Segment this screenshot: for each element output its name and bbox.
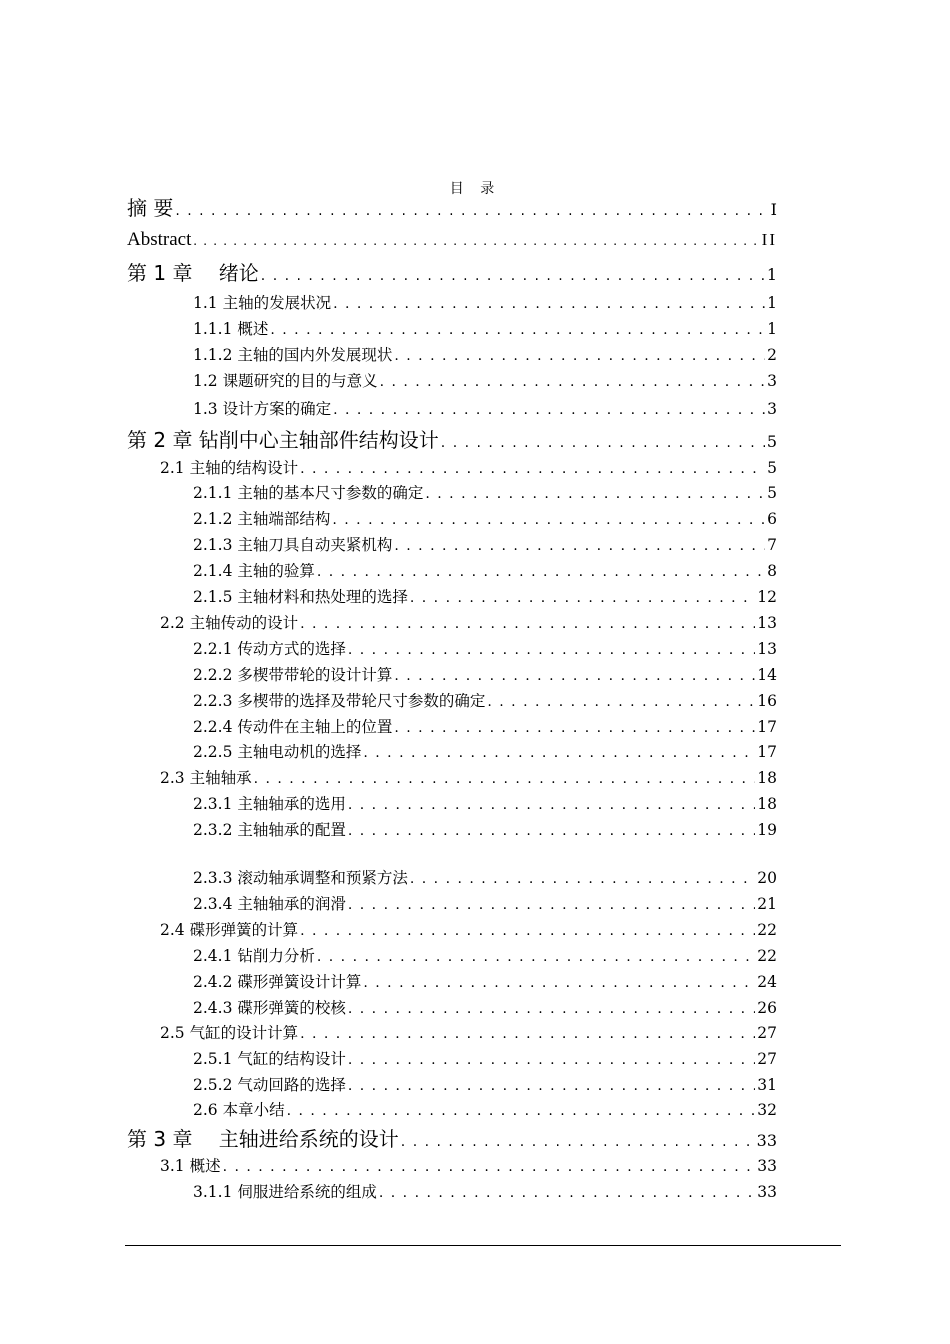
toc-entry-title: 第 1 章 绪论 — [127, 261, 259, 285]
toc-page-number: 33 — [757, 1182, 777, 1201]
toc-page-number: 2 — [767, 345, 777, 364]
toc-entry-title: 1.2 课题研究的目的与意义 — [193, 371, 378, 390]
toc-entry-title: 2.3.1 主轴轴承的选用 — [193, 794, 346, 813]
toc-entry-title: 2.2 主轴传动的设计 — [160, 613, 299, 632]
toc-dot-leader — [287, 1102, 756, 1121]
toc-dot-leader — [394, 719, 755, 738]
toc-entry-title: 2.2.5 主轴电动机的选择 — [193, 742, 362, 761]
toc-page-number: 22 — [757, 946, 777, 965]
toc-entry[interactable] — [127, 261, 777, 288]
toc-entry[interactable] — [127, 196, 777, 223]
toc-page-number: 17 — [757, 717, 777, 736]
toc-entry-title: 2.2.2 多楔带带轮的设计计算 — [193, 665, 393, 684]
toc-dot-leader — [175, 199, 768, 223]
toc-entry-title: 第 2 章 钻削中心主轴部件结构设计 — [127, 428, 439, 452]
toc-dot-leader — [193, 231, 759, 254]
toc-page-number: 3 — [767, 399, 777, 418]
toc-dot-leader — [394, 667, 755, 686]
toc-dot-leader — [379, 1184, 755, 1203]
toc-entry[interactable] — [193, 718, 777, 738]
toc-entry-title: 2.1 主轴的结构设计 — [160, 458, 299, 477]
toc-entry-title: 2.5.1 气缸的结构设计 — [193, 1049, 346, 1068]
toc-dot-leader — [363, 974, 755, 993]
toc-entry[interactable] — [127, 1127, 777, 1154]
toc-page-number: 19 — [757, 820, 777, 839]
toc-page-number: 14 — [757, 665, 777, 684]
toc-entry-title: 3.1.1 伺服进给系统的组成 — [193, 1182, 377, 1201]
toc-dot-leader — [300, 922, 755, 941]
toc-page-number: 12 — [757, 587, 777, 606]
toc-page-number: 27 — [757, 1049, 777, 1068]
toc-entry-title: 2.4.1 钻削力分析 — [193, 946, 315, 965]
toc-page-number: 17 — [757, 742, 777, 761]
toc-entry-title: 2.4 碟形弹簧的计算 — [160, 920, 299, 939]
toc-entry-title: 3.1 概述 — [160, 1156, 221, 1175]
toc-entry-title: 1.3 设计方案的确定 — [193, 399, 332, 418]
toc-page-number: 27 — [757, 1023, 777, 1042]
toc-page-number: 32 — [757, 1100, 777, 1119]
toc-entry-title: 2.5 气缸的设计计算 — [160, 1023, 299, 1042]
toc-dot-leader — [441, 431, 765, 455]
toc-entry[interactable] — [193, 1101, 777, 1121]
toc-dot-leader — [332, 511, 765, 530]
toc-dot-leader — [380, 373, 766, 392]
toc-entry-title: 2.4.2 碟形弹簧设计计算 — [193, 972, 362, 991]
toc-entry[interactable] — [193, 562, 777, 582]
toc-page-number: 16 — [757, 691, 777, 710]
toc-dot-leader — [348, 641, 755, 660]
toc-entry-title: 2.6 本章小结 — [193, 1100, 285, 1119]
toc-entry[interactable] — [193, 869, 777, 889]
toc-page-number: 5 — [766, 432, 777, 451]
toc-entry-title: 1.1.2 主轴的国内外发展现状 — [193, 345, 393, 364]
toc-page-number: 7 — [767, 535, 777, 554]
toc-entry-title: 2.1.2 主轴端部结构 — [193, 509, 331, 528]
toc-entry[interactable] — [193, 346, 777, 366]
toc-entry[interactable] — [193, 1076, 777, 1096]
toc-dot-leader — [348, 1000, 755, 1019]
toc-entry[interactable] — [193, 666, 777, 686]
toc-entry[interactable] — [160, 769, 777, 789]
toc-entry-title: 摘 要 — [127, 196, 174, 220]
toc-dot-leader — [261, 264, 765, 288]
toc-dot-leader — [363, 744, 755, 763]
toc-dot-leader — [333, 295, 765, 314]
toc-entry-title: 第 3 章 主轴进给系统的设计 — [127, 1127, 399, 1151]
toc-entry-title: 2.5.2 气动回路的选择 — [193, 1075, 346, 1094]
toc-entry[interactable] — [193, 999, 777, 1019]
toc-dot-leader — [348, 1077, 755, 1096]
toc-entry[interactable] — [193, 692, 777, 712]
toc-entry[interactable] — [193, 973, 777, 993]
toc-entry-title: 2.3.3 滚动轴承调整和预紧方法 — [193, 868, 408, 887]
toc-entry[interactable] — [193, 795, 777, 815]
toc-entry[interactable] — [193, 1050, 777, 1070]
toc-dot-leader — [300, 1025, 755, 1044]
toc-entry[interactable] — [193, 640, 777, 660]
toc-entry-title: 2.1.5 主轴材料和热处理的选择 — [193, 587, 408, 606]
toc-dot-leader — [254, 770, 756, 789]
toc-entry-title: 2.3.2 主轴轴承的配置 — [193, 820, 346, 839]
toc-dot-leader — [394, 537, 765, 556]
toc-entry-title: 2.3.4 主轴轴承的润滑 — [193, 894, 346, 913]
toc-page-number: 6 — [767, 509, 777, 528]
toc-entry-title: 2.1.3 主轴刀具自动夹紧机构 — [193, 535, 393, 554]
toc-entry-title: 2.1.1 主轴的基本尺寸参数的确定 — [193, 483, 424, 502]
toc-dot-leader — [317, 948, 755, 967]
toc-page-number: 8 — [767, 561, 777, 580]
toc-entry-title: 2.1.4 主轴的验算 — [193, 561, 315, 580]
toc-page-number: 13 — [757, 639, 777, 658]
toc-entry-title: Abstract — [127, 228, 192, 250]
toc-entry[interactable] — [160, 614, 777, 634]
toc-entry[interactable] — [193, 536, 777, 556]
toc-page-number: II — [761, 229, 777, 249]
toc-entry[interactable] — [160, 459, 777, 479]
toc-dot-leader — [410, 589, 755, 608]
toc-entry[interactable] — [193, 743, 777, 763]
toc-dot-leader — [487, 693, 755, 712]
toc-page-number: 26 — [757, 998, 777, 1017]
toc-dot-leader — [223, 1158, 756, 1177]
toc-entry-title: 2.2.1 传动方式的选择 — [193, 639, 346, 658]
toc-entry-title: 1.1 主轴的发展状况 — [193, 293, 332, 312]
toc-entry-title: 2.4.3 碟形弹簧的校核 — [193, 998, 346, 1017]
page-title: 目 录 — [449, 181, 501, 197]
toc-page-number: 5 — [767, 483, 777, 502]
toc-page-number: 20 — [757, 868, 777, 887]
toc-dot-leader — [317, 563, 765, 582]
toc-page-number: 18 — [757, 794, 777, 813]
toc-dot-leader — [300, 615, 755, 634]
toc-entry[interactable] — [127, 428, 777, 455]
toc-dot-leader — [410, 870, 755, 889]
toc-entry[interactable] — [193, 320, 777, 340]
toc-entry-title: 2.2.4 传动件在主轴上的位置 — [193, 717, 393, 736]
toc-entry[interactable] — [193, 400, 777, 420]
toc-page-number: I — [770, 200, 777, 219]
toc-entry-title: 1.1.1 概述 — [193, 319, 269, 338]
toc-dot-leader — [348, 796, 755, 815]
toc-page-number: 22 — [757, 920, 777, 939]
toc-dot-leader — [270, 321, 765, 340]
toc-entry-title: 2.2.3 多楔带的选择及带轮尺寸参数的确定 — [193, 691, 486, 710]
toc-page-number: 24 — [757, 972, 777, 991]
toc-dot-leader — [333, 401, 765, 420]
toc-entry[interactable] — [160, 921, 777, 941]
footer-divider — [125, 1245, 841, 1246]
toc-page-number: 3 — [767, 371, 777, 390]
toc-dot-leader — [425, 485, 765, 504]
toc-entry[interactable] — [193, 1183, 777, 1203]
toc-page-number: 31 — [757, 1075, 777, 1094]
toc-dot-leader — [394, 347, 765, 366]
toc-entry[interactable] — [193, 821, 777, 841]
toc-entry[interactable] — [127, 229, 777, 254]
toc-page-number: 18 — [757, 768, 777, 787]
toc-entry[interactable] — [160, 1024, 777, 1044]
toc-entry[interactable] — [193, 895, 777, 915]
toc-entry[interactable] — [193, 588, 777, 608]
toc-entry[interactable] — [160, 1157, 777, 1177]
toc-page-number: 1 — [766, 265, 777, 284]
toc-page-number: 5 — [767, 458, 777, 477]
toc-page-number: 21 — [757, 894, 777, 913]
toc-page-number: 1 — [767, 319, 777, 338]
toc-entry[interactable] — [193, 947, 777, 967]
toc-entry[interactable] — [193, 510, 777, 530]
toc-page-number: 1 — [767, 293, 777, 312]
toc-page-number: 33 — [756, 1131, 777, 1150]
toc-entry[interactable] — [193, 484, 777, 504]
toc-dot-leader — [348, 1051, 755, 1070]
toc-dot-leader — [348, 822, 755, 841]
toc-dot-leader — [300, 460, 765, 479]
toc-page-number: 33 — [757, 1156, 777, 1175]
toc-entry-title: 2.3 主轴轴承 — [160, 768, 252, 787]
toc-dot-leader — [401, 1130, 755, 1154]
toc-page-number: 13 — [757, 613, 777, 632]
toc-entry[interactable] — [193, 372, 777, 392]
toc-entry[interactable] — [193, 294, 777, 314]
toc-dot-leader — [348, 896, 755, 915]
